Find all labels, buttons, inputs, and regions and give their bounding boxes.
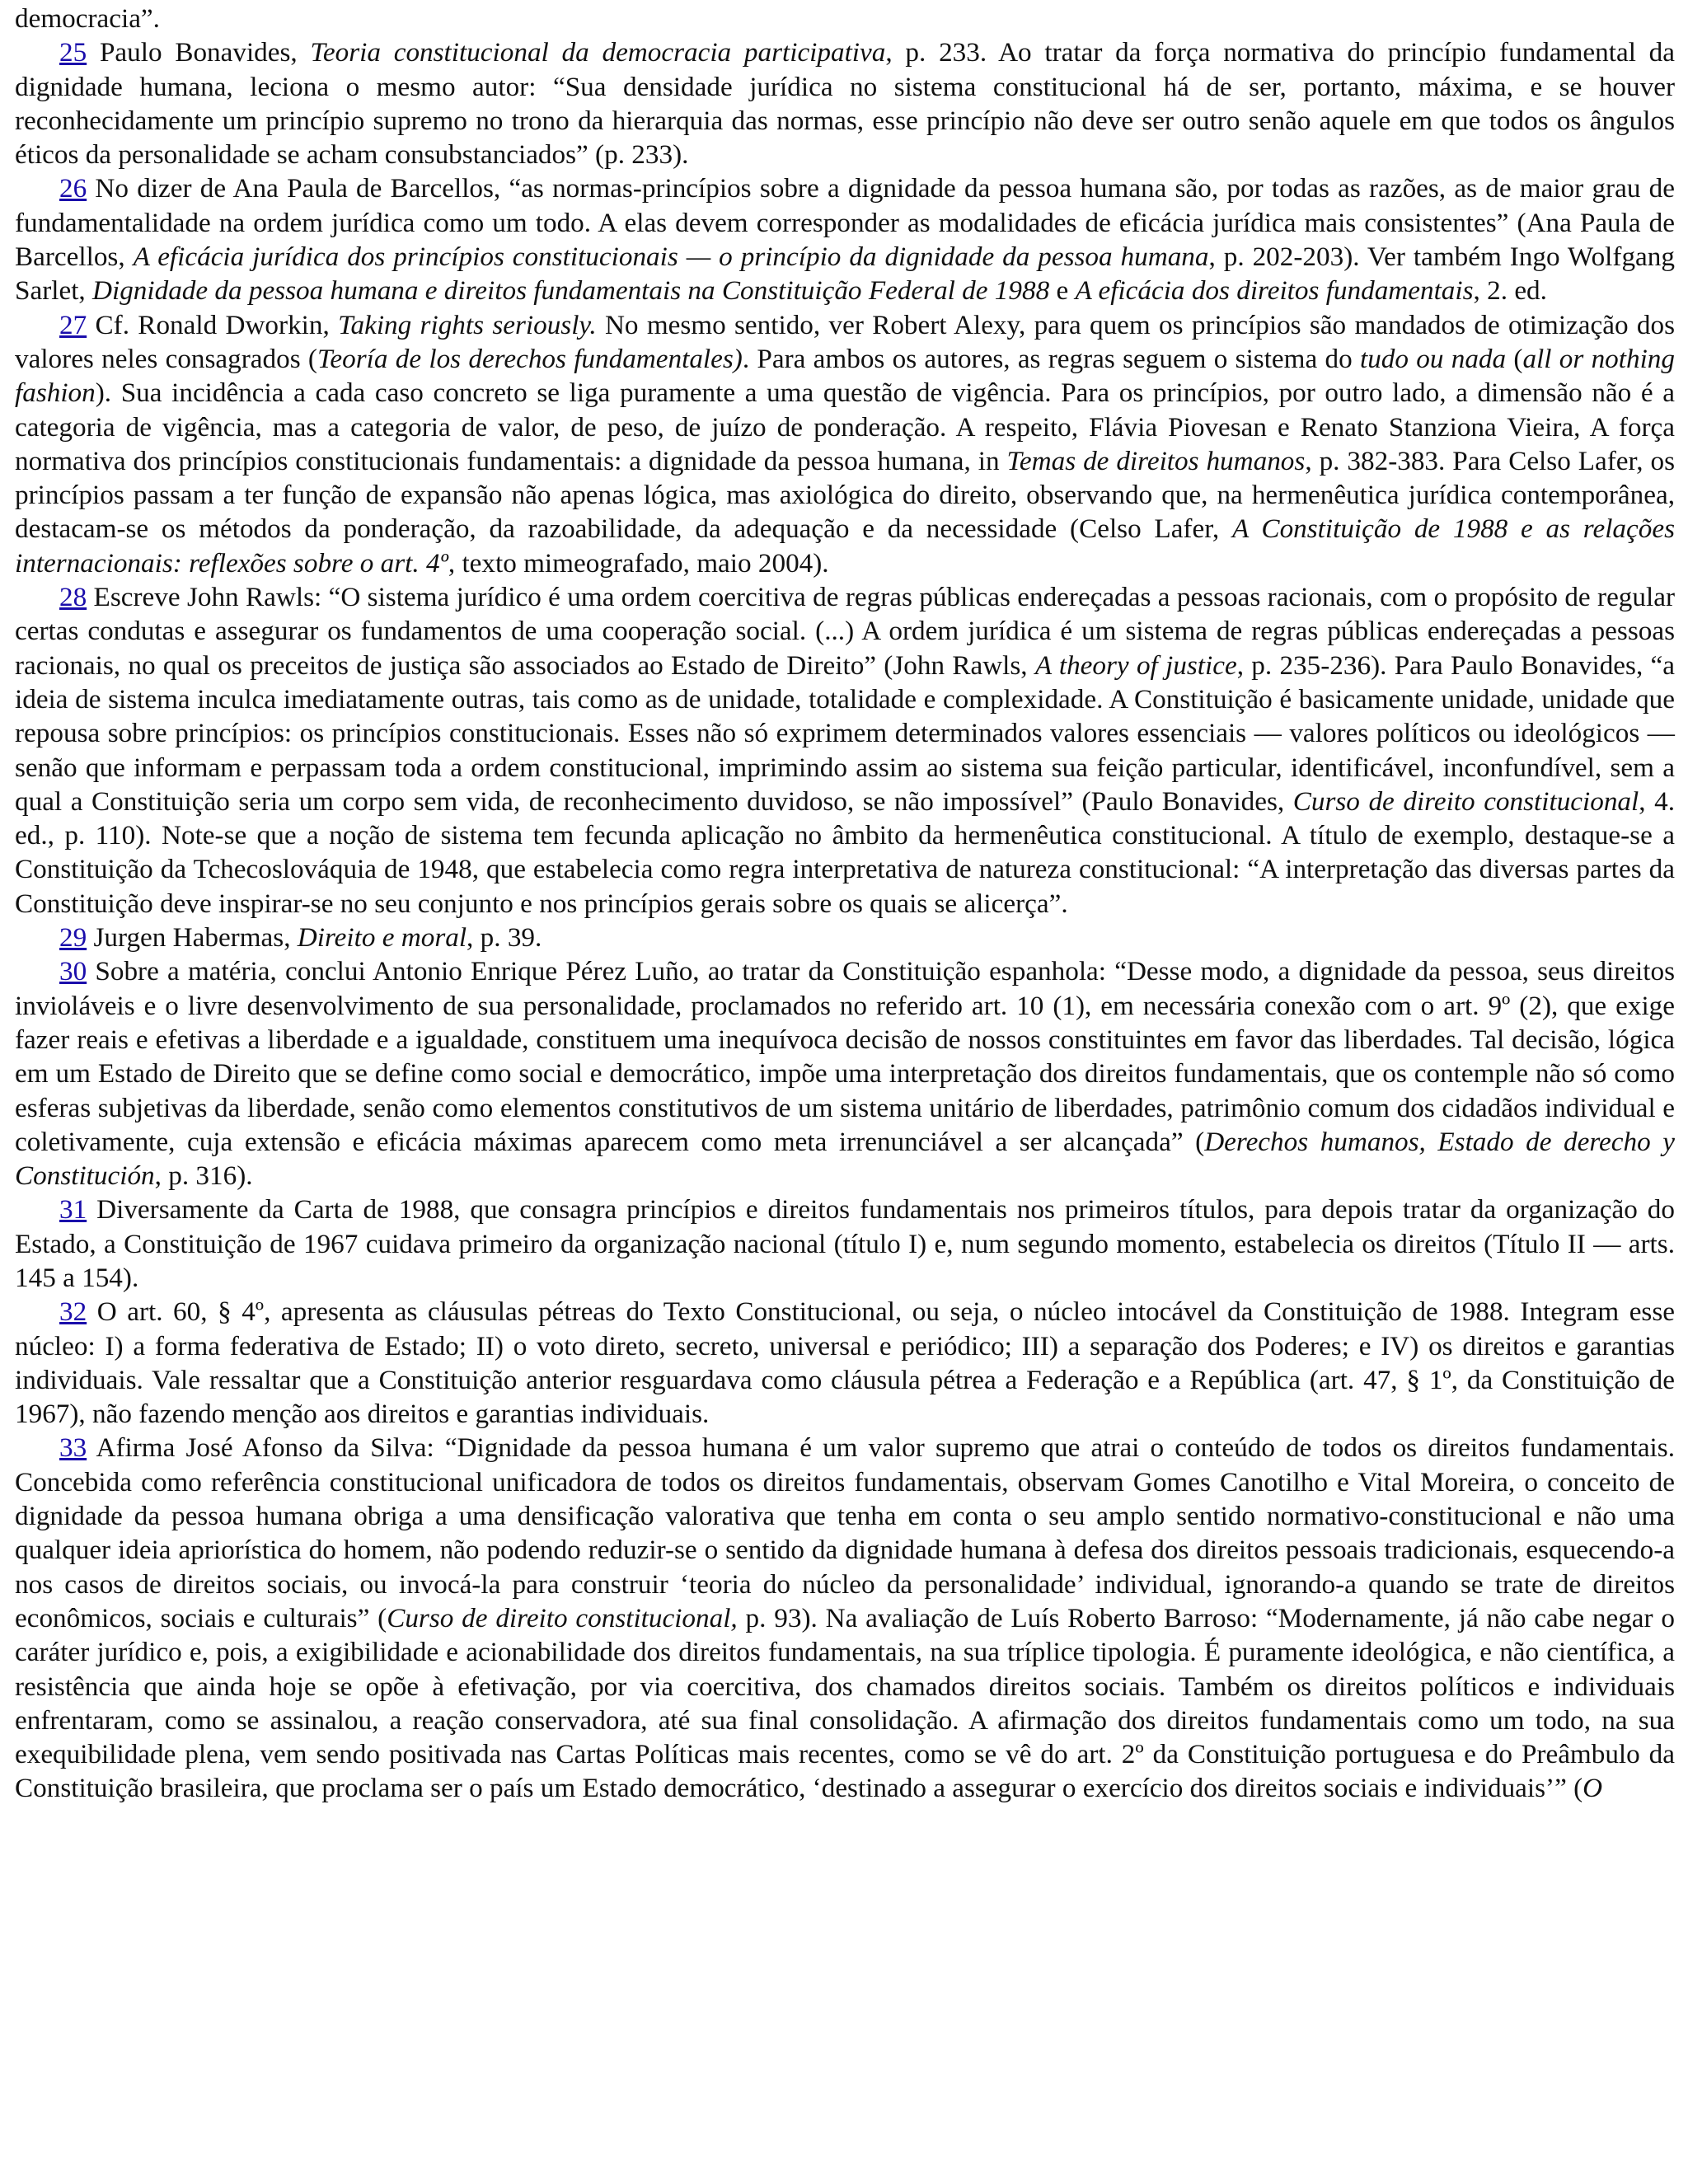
footnote-link-32[interactable]: 32 xyxy=(59,1296,87,1328)
footnote-27 xyxy=(15,308,1675,580)
footnote-link-29[interactable]: 29 xyxy=(59,922,87,954)
text-segment: Afirma José Afonso da Silva: “Dignidade da pessoa humana é um valor supremo que atrai o conteúdo de todos os direitos fundamentais. Concebida como referência constitucional unificadora de todos os direitos fundamentais, observam Gomes Canotilho e Vital Moreira, o conceito de dignidade da pessoa humana obriga a uma densificação valorativa que tenha em conta o seu amplo sentido normativo-constitucional e não uma qualquer ideia apriorística do homem, não podendo reduzir-se o sentido da dignidade humana à defesa dos direitos pessoais tradicionais, esquecendo-a nos casos de direitos sociais, ou invocá-la para construir ‘teoria do núcleo da personalidade’ individual, ignorando-a quando se trate de direitos econômicos, sociais e culturais” ( xyxy=(15,1432,1675,1633)
footnote-link-27[interactable]: 27 xyxy=(59,309,87,340)
italic-text: Temas de direitos humanos xyxy=(1006,445,1306,476)
text-segment: Cf. Ronald Dworkin, xyxy=(87,309,339,340)
text-segment: ). Sua incidência a cada caso concreto se liga puramente a uma questão de vigência. Para os princípios, por outro lado, a dimensão não é a categoria de vigência, mas a categoria de valor, de peso, de juízo de ponderação. A respeito, Flávia Piovesan e Renato Stanziona Vieira, A força normativa dos princípios constitucionais fundamentais: a dignidade da pessoa humana, in xyxy=(15,377,1675,476)
italic-text: all or nothing fashion xyxy=(15,343,1675,409)
text-segment: No dizer de Ana Paula de Barcellos, “as normas-princípios sobre a dignidade da pessoa humana são, por todas as razões, as de maior grau de fundamentalidade na ordem jurídica como um todo. A elas devem corresponder as modalidades de eficácia jurídica mais consistentes” (Ana Paula de Barcellos, xyxy=(15,173,1675,273)
italic-text: Teoria constitucional da democracia participativa xyxy=(310,37,886,68)
footnote-32 xyxy=(15,1295,1675,1431)
italic-text: Direito e moral xyxy=(297,922,467,954)
text-segment: p. 93). Na avaliação de Luís Roberto Barroso: “Modernamente, já não cabe negar o caráter jurídico e, pois, a exigibilidade e acionabilidade dos direitos fundamentais, na sua tríplice tipologia. É puramente ideológica, e não científica, a resistência que ainda hoje se opõe à efetivação, por via coercitiva, dos chamados direitos sociais. Também os direitos políticos e individuais enfrentaram, como se assinalou, a reação conservadora, até sua final consolidação. A afirmação dos direitos fundamentais como um todo, na sua exequibilidade plena, vem sendo positivada nas Cartas Políticas mais recentes, como se vê do art. 2º da Constituição portuguesa e do Preâmbulo da Constituição brasileira, que proclama ser o país um Estado democrático, ‘destinado a assegurar o exercício dos direitos sociais e individuais’” ( xyxy=(15,1602,1675,1804)
footnote-link-28[interactable]: 28 xyxy=(59,582,87,613)
footnotes-list xyxy=(15,2,1675,1806)
text-segment: , p. 316). xyxy=(154,1160,253,1192)
text-segment: , p. 233. Ao tratar da força normativa do princípio fundamental da dignidade humana, leciona o mesmo autor: “Sua densidade jurídica no sistema constitucional há de ser, portanto, máxima, e se houver reconhecidamente um princípio supremo no trono da hierarquia das normas, esse princípio não deve ser outro senão aquele em que todos os ângulos éticos da personalidade se acham consubstanciados” (p. 233). xyxy=(15,37,1676,171)
footnote-continuation xyxy=(15,2,1675,35)
text-segment: , p. 202-203). Ver também Ingo Wolfgang Sarlet, xyxy=(15,241,1675,307)
footnote-31 xyxy=(15,1193,1675,1295)
text-segment: Paulo Bonavides, xyxy=(87,37,311,68)
text-segment: Sobre a matéria, conclui Antonio Enrique Pérez Luño, ao tratar da Constituição espanhola: “Desse modo, a dignidade da pessoa, seus direitos invioláveis e o livre desenvolvimento de sua personalidade, proclamados no referido art. 10 (1), em necessária conexão com o art. 9º (2), que exige fazer reais e efetivas a liberdade e a igualdade, constituem uma inequívoca decisão de nossos constituintes em favor das liberdades. Tal decisão, lógica em um Estado de Direito que se define como social e democrático, impõe uma interpretação dos direitos fundamentais, que os contemple não só como esferas subjetivas da liberdade, senão como elementos constitutivos de um sistema unitário de liberdades, patrimônio comum dos cidadãos individual e coletivamente, cuja extensão e eficácia máximas aparecem como meta irrenunciável a ser alcançada” ( xyxy=(15,956,1675,1157)
italic-text: A eficácia jurídica dos princípios constitucionais — o princípio da dignidade da pessoa humana xyxy=(133,241,1209,273)
text-segment: , texto mimeografado, maio 2004). xyxy=(448,547,829,579)
footnote-28 xyxy=(15,580,1675,921)
footnote-25 xyxy=(15,35,1675,171)
footnote-link-26[interactable]: 26 xyxy=(59,173,87,204)
text-segment: Diversamente da Carta de 1988, que consagra princípios e direitos fundamentais nos primeiros títulos, para depois tratar da organização do Estado, a Constituição de 1967 cuidava primeiro da organização nacional (título I) e, num segundo momento, estabelecia os direitos (Título II — arts. 145 a 154). xyxy=(15,1194,1675,1293)
text-segment: democracia”. xyxy=(15,3,160,34)
text-segment: , p. 39. xyxy=(467,922,542,954)
text-segment: O art. 60, § 4º, apresenta as cláusulas pétreas do Texto Constitucional, ou seja, o núcleo intocável da Constituição de 1988. Integram esse núcleo: I) a forma federativa de Estado; II) o voto direto, secreto, universal e periódico; III) a separação dos Poderes; e IV) os direitos e garantias individuais. Vale ressaltar que a Constituição anterior resguardava como cláusula pétrea a Federação e a República (art. 47, § 1º, da Constituição de 1967), não fazendo menção aos direitos e garantias individuais. xyxy=(15,1296,1675,1430)
footnote-link-33[interactable]: 33 xyxy=(59,1432,87,1464)
text-segment: , 2. ed. xyxy=(1473,275,1547,307)
italic-text: Curso de direito constitucional, xyxy=(387,1602,738,1633)
italic-text: A Constituição de 1988 e as relações internacionais: reflexões sobre o art. 4º xyxy=(15,513,1675,579)
text-segment: e xyxy=(1049,275,1076,307)
footnote-30 xyxy=(15,954,1675,1193)
footnote-29 xyxy=(15,921,1675,954)
footnote-link-31[interactable]: 31 xyxy=(59,1194,87,1226)
italic-text: A eficácia dos direitos fundamentais xyxy=(1075,275,1474,307)
footnote-33 xyxy=(15,1431,1675,1805)
italic-text: Taking rights seriously. xyxy=(338,309,597,340)
text-segment: ( xyxy=(1506,343,1523,374)
italic-text: O xyxy=(1582,1773,1603,1804)
italic-text: Curso de direito constitucional xyxy=(1292,785,1639,817)
italic-text: Derechos humanos, Estado de derecho y Constitución xyxy=(15,1126,1675,1192)
italic-text: Teoría de los derechos fundamentales) xyxy=(316,343,743,374)
text-segment: . Para ambos os autores, as regras seguem o sistema do xyxy=(742,343,1360,374)
text-segment: Jurgen Habermas, xyxy=(87,922,298,954)
footnote-26 xyxy=(15,171,1675,307)
text-segment: , 4. ed., p. 110). Note-se que a noção de sistema tem fecunda aplicação no âmbito da hermenêutica constitucional. A título de exemplo, destaque-se a Constituição da Tchecoslováquia de 1948, que estabelecia como regra interpretativa de natureza constitucional: “A interpretação das diversas partes da Constituição deve inspirar-se no seu conjunto e nos princípios gerais sobre os quais se alicerça”. xyxy=(15,785,1676,919)
text-segment: , p. 235-236). Para Paulo Bonavides, “a ideia de sistema inculca imediatamente outras, tais como as de unidade, totalidade e complexidade. A Constituição é basicamente unidade, unidade que repousa sobre princípios: os princípios constitucionais. Esses não só exprimem determinados valores essenciais — valores políticos ou ideológicos — senão que informam e perpassam toda a ordem constitucional, imprimindo assim ao sistema sua feição particular, identificável, inconfundível, sem a qual a Constituição seria um corpo sem vida, de reconhecimento duvidoso, se não impossível” (Paulo Bonavides, xyxy=(15,649,1676,817)
text-segment: Escreve John Rawls: “O sistema jurídico é uma ordem coercitiva de regras públicas endereçadas a pessoas racionais, com o propósito de regular certas condutas e assegurar os fundamentos de uma cooperação social. (...) A ordem jurídica é um sistema de regras públicas endereçadas a pessoas racionais, no qual os preceitos de justiça são associados ao Estado de Direito” (John Rawls, xyxy=(15,582,1675,681)
italic-text: tudo ou nada xyxy=(1359,343,1507,374)
italic-text: Dignidade da pessoa humana e direitos fundamentais na Constituição Federal de 1988 xyxy=(92,275,1050,307)
text-segment: , p. 382-383. Para Celso Lafer, os princípios passam a ter função de expansão não apenas lógica, mas axiológica do direito, observando que, na hermenêutica jurídica contemporânea, destacam-se os métodos da ponderação, da razoabilidade, da adequação e da necessidade (Celso Lafer, xyxy=(15,445,1675,545)
italic-text: A theory of justice xyxy=(1034,649,1237,681)
footnote-link-25[interactable]: 25 xyxy=(59,37,87,68)
text-segment: No mesmo sentido, ver Robert Alexy, para quem os princípios são mandados de otimização dos valores neles consagrados ( xyxy=(15,309,1675,374)
footnote-link-30[interactable]: 30 xyxy=(59,956,87,987)
